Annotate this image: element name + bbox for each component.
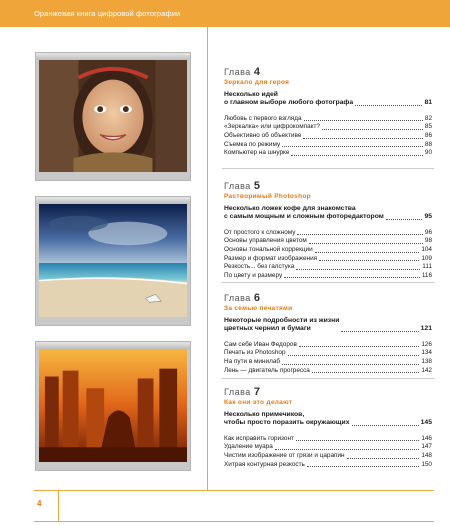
toc-entry: Размер и формат изображения 109 — [224, 254, 432, 262]
toc-entry: Чистим изображение от грязи и царапин 148 — [224, 452, 432, 459]
toc-entry: Резкость... без галстука 111 — [224, 263, 432, 271]
page-number: 95 — [424, 213, 432, 221]
section-separator — [222, 168, 434, 169]
chapter-subtitle: Растворимый Photoshop — [224, 193, 311, 200]
chapter-number: 4 — [253, 66, 261, 78]
toc-entry: От простого к сложному 96 — [224, 228, 432, 236]
toc-entry: Удаление муара 147 — [224, 443, 432, 451]
section-separator — [222, 282, 434, 283]
photo-titlebar — [36, 197, 190, 204]
chapter-number: 7 — [253, 386, 261, 398]
toc-entry: Любовь с первого взгляда 82 — [224, 114, 432, 122]
page-number: 121 — [420, 325, 432, 333]
photo-girl-portrait — [35, 52, 191, 181]
page-number: 145 — [420, 419, 432, 427]
toc-entry: По цвету и размеру 116 — [224, 271, 432, 279]
toc-entry: Сам себе Иван Федоров 126 — [224, 340, 432, 348]
chapter-lead: Некоторые подробности из жизни цветных чернил и бумаги 121 — [224, 317, 432, 333]
chapter-lead: Несколько примечиков, чтобы просто поразить окружающих 145 — [224, 411, 432, 427]
toc-entry: Основы тональной коррекции 104 — [224, 246, 432, 253]
toc-entry: На пути в минилаб 138 — [224, 358, 432, 365]
toc-entry: Основы управления цветом 98 — [224, 237, 432, 245]
toc-entry: Лень — двигатель прогресса 142 — [224, 366, 432, 374]
chapter-label: Глава — [224, 387, 251, 397]
chapter-subtitle: Зеркало для героя — [224, 79, 290, 86]
footer-divider — [58, 491, 59, 521]
chapter-number: 6 — [253, 292, 261, 304]
chapter-7-section — [224, 386, 432, 469]
toc-entry: Как исправить горизонт 146 — [224, 434, 432, 442]
chapter-5-section — [224, 180, 432, 280]
footer-rule — [34, 490, 434, 491]
chapter-subtitle: За семью печатями — [224, 305, 293, 312]
book-title: Оранжевая книга цифровой фотографии — [34, 9, 181, 18]
chapter-6-section — [224, 292, 432, 375]
toc-entry: Съемка по режиму 88 — [224, 140, 432, 148]
photo-temple — [35, 341, 191, 471]
chapter-subtitle: Как они это делают — [224, 399, 293, 406]
toc-entry: Хитрая контурная резкость 150 — [224, 460, 432, 468]
photo-titlebar — [36, 342, 190, 349]
chapter-label: Глава — [224, 67, 251, 77]
chapter-label: Глава — [224, 181, 251, 191]
page-number: 81 — [424, 99, 432, 107]
photo-titlebar — [36, 53, 190, 60]
photo-image — [39, 60, 187, 172]
chapter-label: Глава — [224, 293, 251, 303]
footer-rule — [34, 521, 434, 522]
chapter-lead: Несколько идей о главном выборе любого фотографа 81 — [224, 91, 432, 107]
toc-entry: Объективно об объективе 86 — [224, 132, 432, 139]
section-separator — [222, 378, 434, 379]
toc-entry: Печать из Photoshop 134 — [224, 349, 432, 357]
photo-image — [39, 349, 187, 462]
chapter-number: 5 — [253, 180, 261, 192]
header-bar — [0, 0, 450, 27]
chapter-lead: Несколько ложек кофе для знакомства с самым мощным и сложным фоторедактором 95 — [224, 205, 432, 221]
column-divider — [207, 27, 208, 490]
photo-beach — [35, 196, 191, 326]
page-number-footer: 4 — [37, 499, 42, 508]
toc-entry: Компьютер на шнурке 90 — [224, 149, 432, 157]
photo-image — [39, 204, 187, 317]
chapter-4-section — [224, 66, 432, 158]
toc-entry: «Зеркалка» или цифрокомпакт? 85 — [224, 123, 432, 131]
